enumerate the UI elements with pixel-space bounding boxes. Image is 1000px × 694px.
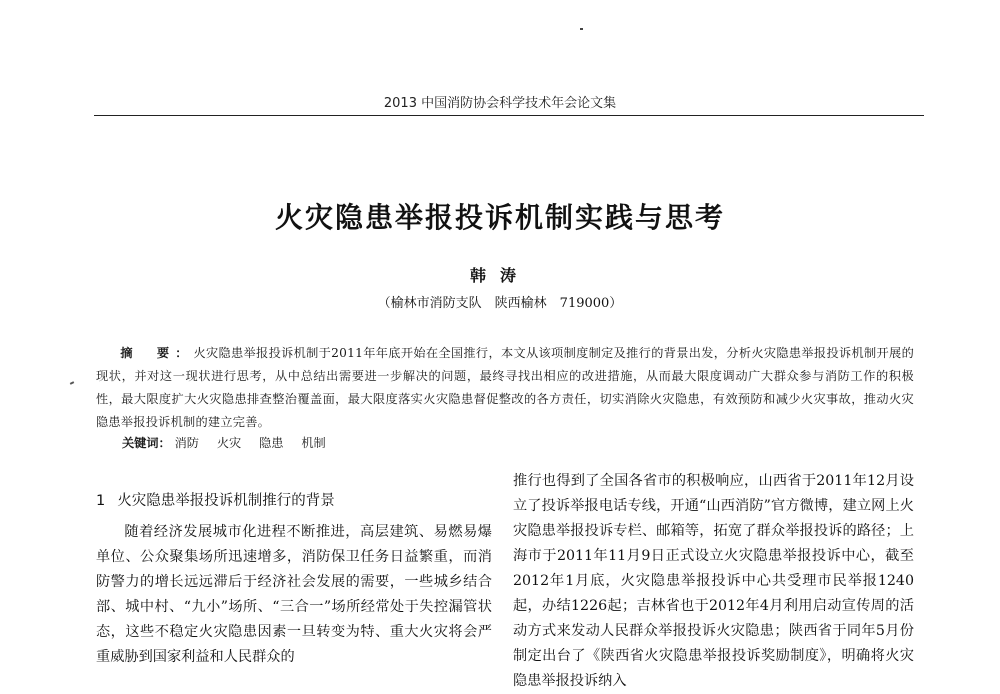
body-column-left: 随着经济发展城市化进程不断推进，高层建筑、易燃易爆单位、公众聚集场所迅速增多，消防保卫任务日益繁重，而消防警力的增长远远滞后于经济社会发展的需要，一些城乡结合部、城中村、“九小”场所、“三合一”场所经常处于失控漏管状态，这些不稳定火灾隐患因素一旦转变为特、重大火灾将会严重威胁到国家利益和人民群众的 <box>96 524 492 665</box>
keyword: 火灾 <box>216 436 242 450</box>
keyword: 机制 <box>301 436 326 450</box>
keywords <box>122 434 340 451</box>
section-title: 火灾隐患举报投诉机制推行的背景 <box>117 493 335 509</box>
keyword: 消防 <box>174 436 199 450</box>
section-heading <box>96 489 335 510</box>
paper-title: 火灾隐患举报投诉机制实践与思考 <box>274 201 725 234</box>
keywords-label: 关键词： <box>122 436 171 450</box>
abstract-label: 摘 要： <box>120 346 194 360</box>
section-number: 1 <box>96 493 106 509</box>
body-column-right: 推行也得到了全国各省市的积极响应，山西省于2011年12月设立了投诉举报电话专线，开通“山西消防”官方微博，建立网上火灾隐患举报投诉专栏、邮箱等，拓宽了群众举报投诉的路径；上海市于2011年11月9日正式设立火灾隐患举报投诉中心，截至2012年1月底，火灾隐患举报投诉中心共受理市民举报1240起，办结1226起；吉林省也于2012年4月利用启动宣传周的活动方式来发动人民群众举报投诉火灾隐患；陕西省于同年5月份制定出台了《陕西省火灾隐患举报投诉奖励制度》，明确将火灾隐患举报投诉纳入 <box>513 473 914 689</box>
running-header: 2013 中国消防协会科学技术年会论文集 <box>383 96 617 111</box>
author-affiliation: （榆林市消防支队 陕西榆林 719000） <box>377 296 623 311</box>
abstract <box>96 342 914 434</box>
scan-speck <box>580 28 583 30</box>
keyword: 隐患 <box>259 436 284 450</box>
scan-mark <box>70 381 74 385</box>
author-name: 韩涛 <box>469 266 530 285</box>
abstract-text: 火灾隐患举报投诉机制于2011年年底开始在全国推行，本文从该项制度制定及推行的背景出发，分析火灾隐患举报投诉机制开展的现状，并对这一现状进行思考，从中总结出需要进一步解决的问题，最终寻找出相应的改进措施，从而最大限度调动广大群众参与消防工作的积极性，最大限度扩大火灾隐患排查整治覆盖面，最大限度落实火灾隐患督促整改的各方责任，切实消除火灾隐患，有效预防和减少火灾事故，推动火灾隐患举报投诉机制的建立完善。 <box>96 346 915 429</box>
header-rule <box>94 115 924 116</box>
